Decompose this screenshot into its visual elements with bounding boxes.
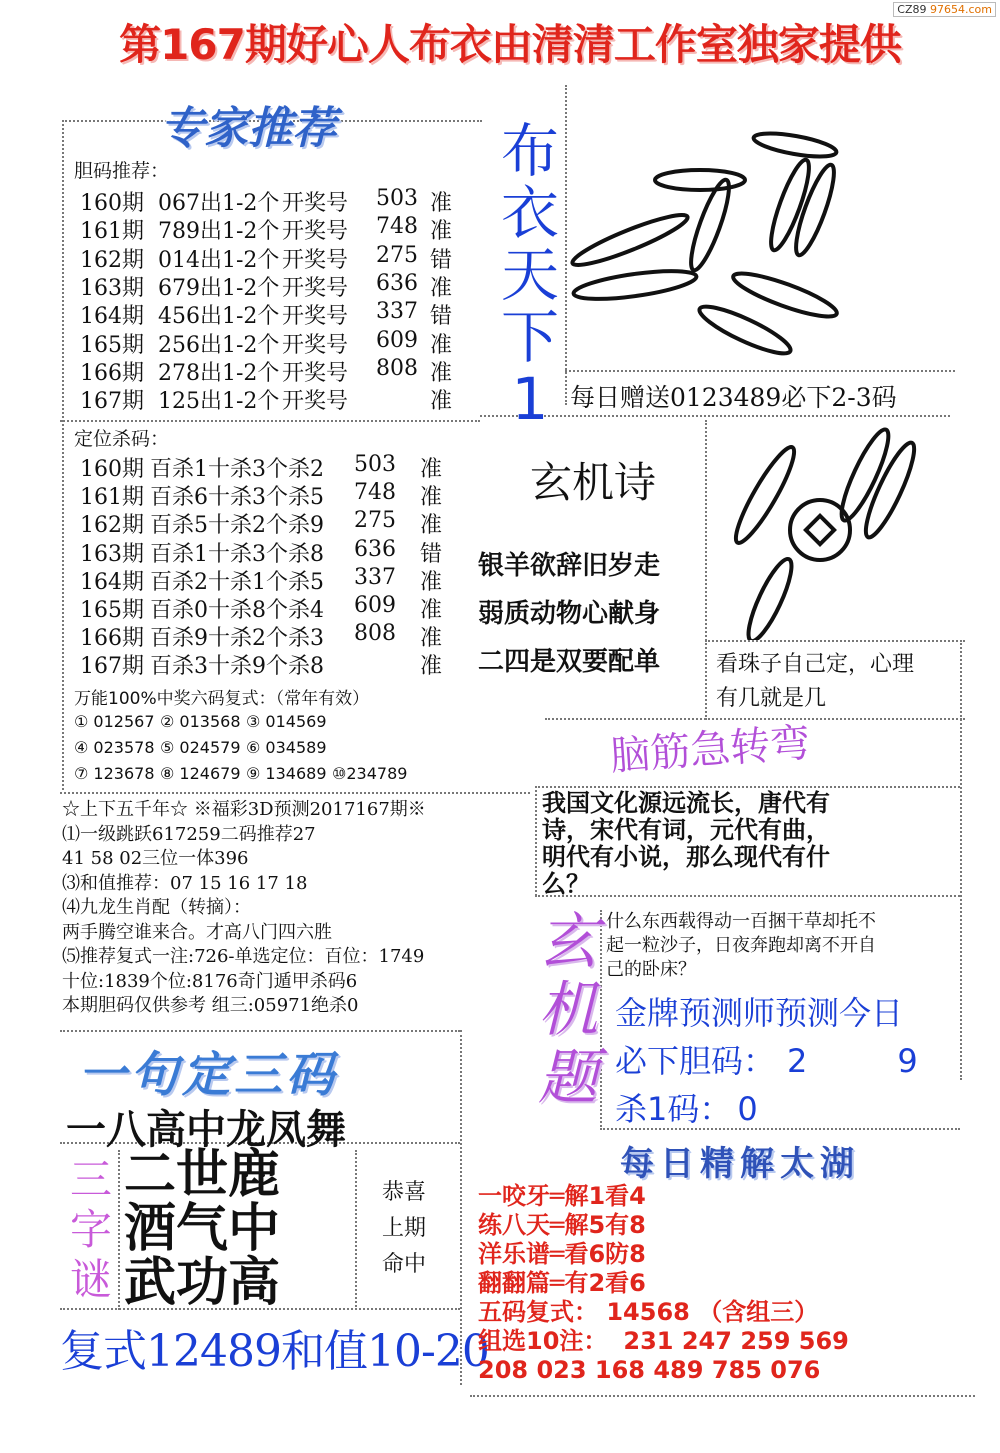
site-watermark: [893, 2, 996, 17]
wanneng-option: ③ 014569: [246, 712, 327, 731]
dan-issue: 163期: [80, 275, 144, 301]
poem-line: 银羊欲辞旧岁走: [478, 551, 661, 581]
kill-issue: 163期: [80, 541, 144, 567]
dan-label: 胆码推荐：: [74, 160, 170, 182]
zuxuan-label: 组选10注：: [478, 1327, 608, 1355]
three-char-label-char: 字: [69, 1205, 112, 1254]
congrats-line: 恭喜: [382, 1180, 427, 1205]
riddle-line: 起一粒沙子，日夜奔跑却离不开自: [606, 935, 876, 956]
taihu-line: 翻翻篇═有2看6: [478, 1269, 646, 1297]
brain-question: [542, 790, 830, 898]
question-line: 我国文化源远流长，唐代有: [542, 789, 830, 817]
taihu-lines: [478, 1182, 849, 1385]
divider: [960, 640, 962, 1080]
kill-draw-number: 748: [354, 480, 396, 506]
dan-result: 准: [430, 389, 453, 415]
divider: [535, 786, 960, 788]
history-line: 41 58 02三位一体396: [62, 848, 249, 869]
beads-hint: [716, 648, 914, 716]
kill-draw-number: 337: [354, 564, 396, 590]
dan-code-label: 必下胆码：: [615, 1042, 776, 1080]
kill-result: 准: [420, 485, 443, 511]
kill-issue: 160期: [80, 457, 144, 482]
kill-result: 准: [420, 598, 443, 623]
hint-line: 看珠子自己定，心理: [716, 652, 915, 677]
dan-result: 错: [430, 247, 453, 273]
kill-result: 准: [420, 626, 443, 652]
dan-draw-label: 开奖号: [282, 247, 349, 273]
dan-draw-label: 开奖号: [282, 191, 349, 216]
poem-title: 玄机诗: [530, 458, 657, 507]
history-line: ☆上下五千年☆ ※福彩3D预测2017167期※: [62, 799, 426, 820]
dan-result: 准: [430, 332, 453, 358]
kill-pick: 百杀1十杀3个杀2: [150, 457, 324, 482]
wanneng-option: ⑥ 034589: [246, 738, 327, 757]
kill-draw-number: 808: [354, 621, 396, 647]
page-title: 第167期好心人布衣由清清工作室独家提供: [119, 20, 901, 69]
gold-predictor: 金牌预测师预测今日: [615, 994, 904, 1032]
wuma-line: 五码复式： 14568 （含组三）: [478, 1298, 819, 1326]
divider: [470, 1395, 975, 1397]
divider: [60, 420, 480, 422]
dan-result: 准: [430, 191, 453, 216]
kill-pick: 百杀3十杀9个杀8: [150, 654, 324, 680]
kill-pick: 百杀6十杀3个杀5: [150, 485, 324, 511]
riddle-title-char: 题: [538, 1043, 598, 1113]
brain-title: 脑筋急转弯: [608, 720, 812, 780]
kill-issue: 165期: [80, 598, 144, 623]
dan-code-b: 9: [897, 1042, 918, 1080]
dan-draw-label: 开奖号: [282, 275, 349, 301]
watermark-site: 97654.com: [930, 3, 992, 16]
beads-illustration-2: [710, 420, 950, 640]
taihu-line: 洋乐谱═看6防8: [478, 1240, 646, 1268]
poem-line: 弱质动物心献身: [478, 599, 661, 629]
three-char-line: 二世鹿: [124, 1145, 281, 1205]
kill-draw-number: 609: [354, 593, 396, 618]
divider: [600, 910, 602, 1130]
bead: [741, 555, 799, 640]
divider: [565, 370, 955, 372]
dan-issue: 161期: [80, 219, 144, 245]
dan-draw-number: 503: [376, 186, 418, 211]
bead: [695, 299, 795, 361]
buyi-char: 下: [500, 303, 559, 371]
riddle-text: [606, 910, 876, 982]
buyi-char: 衣: [500, 179, 559, 247]
wanneng-option: ② 013568: [160, 712, 241, 731]
kill-issue: 162期: [80, 513, 144, 539]
kill-result: 准: [420, 513, 443, 539]
divider: [60, 792, 530, 794]
riddle-line: 什么东西载得动一百捆干草却托不: [606, 911, 876, 932]
one-sentence-banner: 一句定三码: [78, 1047, 339, 1103]
riddle-vertical-title: [538, 908, 598, 1112]
history-section: [62, 798, 426, 1019]
kill-issue: 166期: [80, 626, 144, 652]
question-line: 明代有小说，那么现代有什: [542, 843, 830, 871]
three-char-line: 武功高: [124, 1253, 281, 1313]
dan-pick: 278出1-2个: [158, 360, 280, 386]
divider: [705, 640, 965, 642]
zuxuan-row1: 231 247 259 569: [623, 1327, 849, 1355]
three-char-label: [66, 1155, 116, 1305]
divider: [62, 120, 64, 790]
riddle-line: 己的卧床？: [606, 959, 696, 980]
question-line: 诗，宋代有词，元代有曲，: [542, 816, 830, 844]
dan-draw-label: 开奖号: [282, 360, 349, 386]
dan-code-a: 2: [787, 1042, 808, 1080]
dan-issue: 160期: [80, 191, 144, 216]
dan-pick: 456出1-2个: [158, 304, 280, 330]
kill-pick: 百杀2十杀1个杀5: [150, 569, 324, 595]
dan-issue: 162期: [80, 247, 144, 273]
three-char-label-char: 三: [69, 1155, 112, 1204]
question-line: 么？: [542, 870, 590, 898]
wanneng-option: ⑩234789: [332, 764, 408, 783]
fushi-text: 复式12489和值10-20: [60, 1326, 489, 1377]
zuxuan-row2: 208 023 168 489 785 076: [478, 1356, 821, 1384]
riddle-title-char: 机: [538, 975, 598, 1045]
history-line: 本期胆码仅供参考 组三:05971绝杀0: [62, 995, 359, 1016]
buyi-char: 1: [511, 365, 549, 433]
kill-result: 准: [420, 569, 443, 595]
bead: [655, 170, 745, 190]
taihu-line: 练八天═解5有8: [478, 1211, 646, 1239]
dan-draw-label: 开奖号: [282, 219, 349, 245]
coin-hole: [806, 516, 834, 544]
dan-issue: 166期: [80, 360, 144, 386]
taihu-banner: 每日精解太湖: [620, 1144, 860, 1184]
dan-draw-number: 636: [376, 270, 418, 296]
dan-result: 准: [430, 275, 453, 301]
kill-pick: 百杀5十杀2个杀9: [150, 513, 324, 539]
coin: [790, 500, 850, 560]
history-line: ⑸推荐复式一注:726-单选定位：百位：1749: [62, 946, 425, 967]
divider: [705, 420, 707, 720]
wanneng-option: ⑦ 123678: [74, 764, 155, 783]
dan-draw-number: 808: [376, 355, 418, 381]
bead: [730, 266, 840, 324]
dan-pick: 789出1-2个: [158, 219, 280, 245]
kill-pick: 百杀0十杀8个杀4: [150, 598, 324, 623]
kill-draw-number: 503: [354, 452, 396, 477]
divider: [118, 1150, 120, 1310]
poem-line: 二四是双要配单: [478, 647, 661, 677]
kill-draw-number: 636: [354, 536, 396, 562]
buyi-char: 布: [500, 117, 559, 185]
kill-pick: 百杀9十杀2个杀3: [150, 626, 324, 652]
history-line: ⑶和值推荐：07 15 16 17 18: [62, 872, 308, 894]
kill-issue: 164期: [80, 569, 144, 595]
three-char-line: 酒气中: [124, 1199, 281, 1259]
one-sentence-text: 一八高中龙凤舞: [66, 1107, 346, 1153]
dan-pick: 256出1-2个: [158, 332, 280, 358]
dan-draw-number: 748: [376, 214, 418, 240]
dan-draw-number: 275: [376, 242, 418, 268]
dan-draw-label: 开奖号: [282, 389, 349, 415]
kill-pick: 百杀1十杀3个杀8: [150, 541, 324, 567]
wanneng-option: ⑨ 134689: [246, 764, 327, 783]
history-line: ⑴一级跳跃617259二码推荐27: [62, 823, 316, 845]
poem-lines: [478, 542, 660, 686]
dan-issue: 167期: [80, 389, 144, 415]
dan-pick: 125出1-2个: [158, 389, 280, 415]
kill-result: 错: [420, 541, 443, 567]
dan-pick: 067出1-2个: [158, 191, 280, 216]
history-line: ⑷九龙生肖配（转摘）：: [62, 897, 251, 918]
wanneng-option: ⑤ 024579: [160, 738, 241, 757]
buyi-vertical-text: [495, 117, 565, 433]
hint-line: 有几就是几: [716, 686, 827, 711]
kill-code-line: [615, 1084, 758, 1130]
divider: [535, 786, 537, 896]
buyi-char: 天: [500, 241, 559, 309]
divider: [355, 1150, 357, 1310]
dan-draw-number: 609: [376, 327, 418, 353]
watermark-prefix: CZ89: [897, 3, 927, 16]
zuxuan-line: [478, 1327, 849, 1356]
expert-banner: 专家推荐: [160, 103, 336, 154]
dan-code-line: [615, 1036, 918, 1082]
bead: [569, 208, 691, 273]
dan-pick: 679出1-2个: [158, 275, 280, 301]
riddle-title-char: 玄: [538, 907, 598, 977]
three-char-lines: [124, 1145, 281, 1313]
wanneng-option: ① 012567: [74, 712, 155, 731]
beads-illustration: [560, 90, 840, 370]
kill-result: 准: [420, 654, 443, 680]
congrats-line: 上期: [382, 1216, 427, 1241]
taihu-line: 一咬牙═解1看4: [478, 1182, 646, 1210]
dan-issue: 164期: [80, 304, 144, 330]
history-line: 十位:1839个位:8176奇门遁甲杀码6: [62, 970, 358, 992]
dan-result: 错: [430, 304, 453, 330]
kill-label: 定位杀码：: [74, 428, 170, 450]
kill-draw-number: 275: [354, 508, 396, 534]
dan-pick: 014出1-2个: [158, 247, 280, 273]
kill-code-label: 杀1码：: [615, 1090, 732, 1128]
dan-result: 准: [430, 219, 453, 245]
kill-issue: 161期: [80, 485, 144, 511]
bead: [752, 129, 838, 161]
wanneng-label: 万能100%中奖六码复式：（常年有效）: [74, 689, 370, 709]
three-char-label-char: 谜: [69, 1255, 112, 1304]
dan-draw-label: 开奖号: [282, 304, 349, 330]
dan-result: 准: [430, 360, 453, 386]
daily-gift: 每日赠送0123489必下2-3码: [570, 383, 897, 412]
wanneng-option: ⑧ 124679: [160, 764, 241, 783]
dan-draw-label: 开奖号: [282, 332, 349, 358]
dan-issue: 165期: [80, 332, 144, 358]
dan-draw-number: 337: [376, 299, 418, 325]
kill-code-value: 0: [737, 1090, 758, 1128]
kill-issue: 167期: [80, 654, 144, 680]
bead: [572, 265, 698, 304]
wanneng-option: ④ 023578: [74, 738, 155, 757]
kill-result: 准: [420, 457, 443, 482]
congrats-line: 命中: [382, 1252, 427, 1277]
divider: [60, 1030, 460, 1032]
history-line: 两手腾空谁来合。才高八门四六胜: [62, 921, 332, 943]
congrats: [382, 1175, 426, 1283]
